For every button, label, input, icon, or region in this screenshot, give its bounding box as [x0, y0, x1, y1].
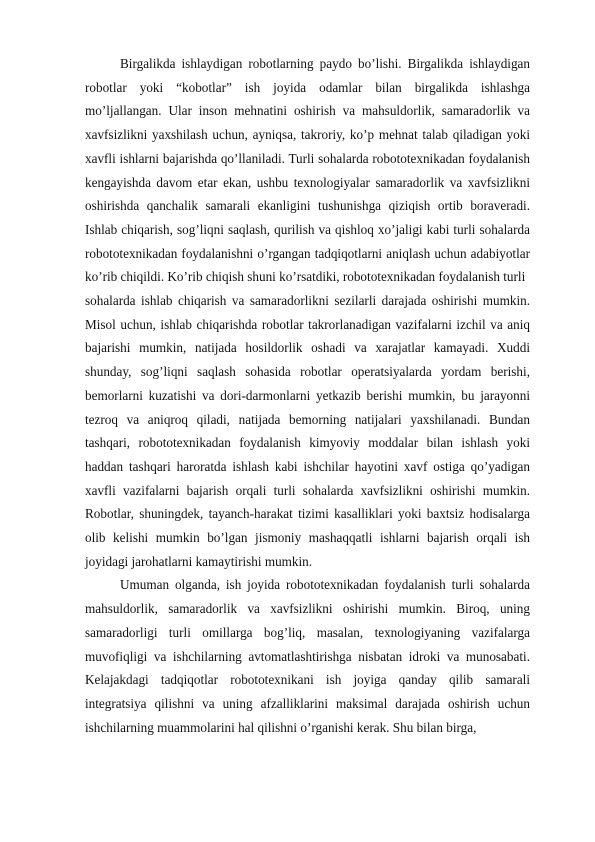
document-body [85, 52, 530, 739]
paragraph-2: sohalarda ishlab chiqarish va samaradorlikni sezilarli darajada oshirishi mumkin. Misol uchun, ishlab chiqarishda robotlar takrorlanadigan vazifalarni izchil va aniq bajarishi mumkin, natijada hosildorlik oshadi va xarajatlar kamayadi. Xuddi shunday, sog’liqni saqlash sohasida robotlar operatsiyalarda yordam berishi, bemorlarni kuzatishi va dori-darmonlarni yetkazib berishi mumkin, bu jarayonni tezroq va aniqroq qiladi, natijada bemorning natijalari yaxshilanadi. Bundan tashqari, robototexnikadan foydalanish kimyoviy moddalar bilan ishlash yoki haddan tashqari haroratda ishlash kabi ishchilar hayotini xavf ostiga qo’yadigan xavfli vazifalarni bajarish orqali turli sohalarda xavfsizlikni oshirishi mumkin. Robotlar, shuningdek, tayanch-harakat tizimi kasalliklari yoki baxtsiz hodisalarga olib kelishi mumkin bo’lgan jismoniy mashaqqatli ishlarni bajarish orqali ish joyidagi jarohatlarni kamaytirishi mumkin. [85, 293, 530, 569]
paragraph-1: Birgalikda ishlaydigan robotlarning paydo bo’lishi. Birgalikda ishlaydigan robotlar yoki “kobotlar” ish joyida odamlar bilan birgalikda ishlashga mo’ljallangan. Ular inson mehnatini oshirish va mahsuldorlik, samaradorlik va xavfsizlikni yaxshilash uchun, ayniqsa, takroriy, ko’p mehnat talab qiladigan yoki xavfli ishlarni bajarishda qo’llaniladi. Turli sohalarda robototexnikadan foydalanish kengayishda davom etar ekan, ushbu texnologiyalar samaradorlik va xavfsizlikni oshirishda qanchalik samarali ekanligini tushunishga qiziqish ortib boraveradi. Ishlab chiqarish, sog’liqni saqlash, qurilish va qishloq xo’jaligi kabi turli sohalarda robototexnikadan foydalanishni o’rgangan tadqiqotlarni aniqlash uchun adabiyotlar ko’rib chiqildi. Ko’rib chiqish shuni ko’rsatdiki, robototexnikadan foydalanish turli [85, 56, 530, 285]
paragraph-3: Umuman olganda, ish joyida robototexnikadan foydalanish turli sohalarda mahsuldorlik, samaradorlik va xavfsizlikni oshirishi mumkin. Biroq, uning samaradorligi turli omillarga bog’liq, masalan, texnologiyaning vazifalarga muvofiqligi va ishchilarning avtomatlashtirishga nisbatan idroki va munosabati. Kelajakdagi tadqiqotlar robototexnikani ish joyiga qanday qilib samarali integratsiya qilishni va uning afzalliklarini maksimal darajada oshirish uchun ishchilarning muammolarini hal qilishni o’rganishi kerak. Shu bilan birga, [85, 577, 530, 735]
